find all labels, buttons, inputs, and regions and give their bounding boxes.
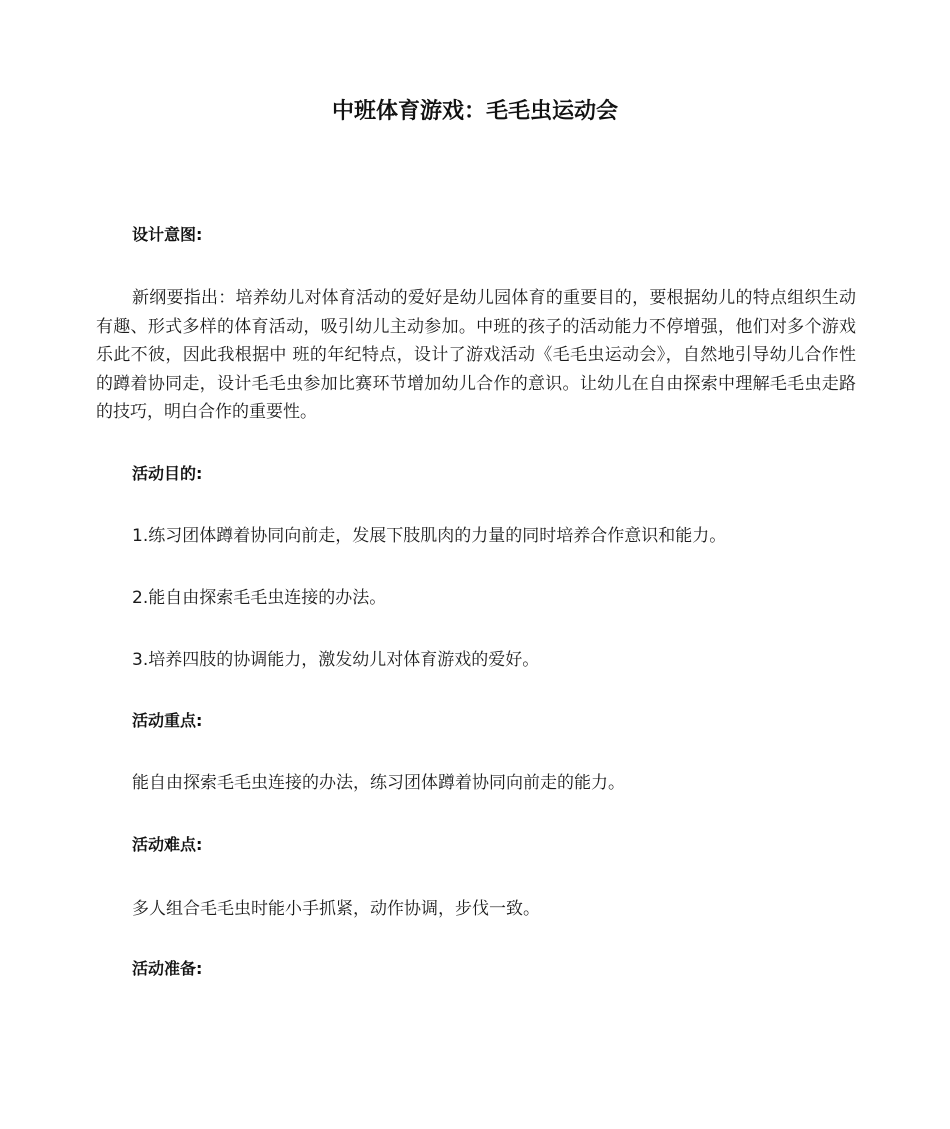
key-points-text: 能自由探索毛毛虫连接的办法，练习团体蹲着协同向前走的能力。 (132, 773, 625, 793)
document-title: 中班体育游戏：毛毛虫运动会 (331, 99, 618, 124)
paragraph-design-intent: 新纲要指出：培养幼儿对体育活动的爱好是幼儿园体育的重要目的，要根据幼儿的特点组织生动有趣、形式多样的体育活动，吸引幼儿主动参加。中班的孩子的活动能力不停增强，他们对多个游戏乐此不彼，因此我根据中 班的年纪特点，设计了游戏活动《毛毛虫运动会》，自然地引导幼儿合作性的蹲着协同走，设计毛毛虫参加比赛环节增加幼儿合作的意识。让幼儿在自由探索中理解毛毛虫走路的技巧，明白合作的重要性。 (96, 288, 856, 422)
goal-item-3: 3.培养四肢的协调能力，激发幼儿对体育游戏的爱好。 (132, 650, 540, 670)
goal-item-1: 1.练习团体蹲着协同向前走，发展下肢肌肉的力量的同时培养合作意识和能力。 (132, 526, 727, 546)
heading-key-points: 活动重点: (132, 711, 203, 730)
heading-design-intent: 设计意图: (132, 225, 203, 244)
heading-goals: 活动目的: (132, 464, 203, 483)
goal-item-2: 2.能自由探索毛毛虫连接的办法。 (132, 588, 387, 608)
difficulties-text: 多人组合毛毛虫时能小手抓紧，动作协调，步伐一致。 (132, 899, 540, 919)
heading-difficulties: 活动难点: (132, 835, 203, 854)
heading-preparation: 活动准备: (132, 959, 203, 978)
